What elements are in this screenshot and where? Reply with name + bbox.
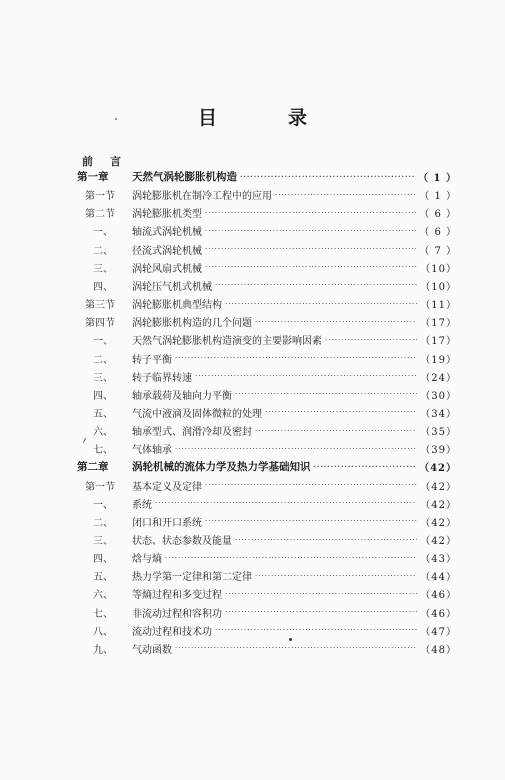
toc-entry-number: 一、 xyxy=(93,227,113,239)
dot-leader xyxy=(240,172,415,181)
dot-leader xyxy=(275,191,416,199)
dot-leader xyxy=(205,481,417,489)
dot-leader xyxy=(314,462,417,471)
toc-entry-title: 转子临界转速 xyxy=(132,372,192,384)
toc-entry-title: 涡轮膨胀机构造的几个问题 xyxy=(132,318,252,330)
toc-entry-page: （48） xyxy=(420,644,457,656)
toc-entry-page: （10） xyxy=(420,281,457,293)
toc-entry-title: 轴流式涡轮机械 xyxy=(132,227,202,239)
toc-entry xyxy=(77,495,457,512)
dot-leader xyxy=(205,209,416,217)
toc-entry xyxy=(77,404,457,421)
toc-entry xyxy=(77,640,457,657)
toc-entry xyxy=(77,440,457,457)
toc-entry xyxy=(77,549,457,566)
toc-entry-number: 四、 xyxy=(93,390,113,402)
dot-leader xyxy=(225,590,417,598)
toc-entry xyxy=(77,168,457,185)
dot-leader xyxy=(175,644,417,652)
dot-leader xyxy=(235,390,417,398)
toc-entry-number: 第二节 xyxy=(85,209,115,221)
toc-entry-number: 二、 xyxy=(93,517,113,529)
page-title: 目 录 xyxy=(197,107,333,129)
toc-entry-title: 涡轮风扇式机械 xyxy=(132,263,202,275)
toc-entry-page: （10） xyxy=(420,263,457,275)
toc-entry xyxy=(77,204,457,221)
toc-entry-page: （42） xyxy=(420,517,457,529)
dot-leader xyxy=(215,626,417,634)
dot-leader xyxy=(165,554,417,562)
toc-entry-title: 状态、状态参数及能量 xyxy=(132,536,232,547)
toc-entry-page: （34） xyxy=(420,408,457,420)
toc-entry-page: （47） xyxy=(420,626,457,638)
toc-entry-title: 涡轮膨胀机在制冷工程中的应用 xyxy=(132,191,272,203)
toc-entry-number: 第一章 xyxy=(77,171,109,183)
toc-entry-number: 七、 xyxy=(93,608,113,620)
toc-entry-number: 五、 xyxy=(93,408,113,420)
toc-entry xyxy=(77,277,457,294)
toc-entry-number: 第二章 xyxy=(77,461,109,474)
dot-leader xyxy=(205,263,417,271)
toc-entry-page: （46） xyxy=(420,590,457,602)
toc-entry xyxy=(77,368,457,385)
toc-entry-title: 基本定义及定律 xyxy=(132,481,202,493)
toc-entry-title: 转子平衡 xyxy=(132,354,172,366)
toc-entry-number: 第四节 xyxy=(85,318,115,330)
toc-entry xyxy=(77,531,457,548)
toc-entry-page: （ 1 ） xyxy=(419,191,457,203)
toc-entry-title: 流动过程和技术功 xyxy=(132,626,212,638)
toc-entry-title: 气流中液滴及固体微粒的处理 xyxy=(132,408,262,420)
toc-entry-number: 八、 xyxy=(93,626,113,638)
paper-speck xyxy=(289,638,292,641)
toc-entry-title: 焓与熵 xyxy=(132,554,162,566)
toc-entry-number: 第一节 xyxy=(85,191,115,203)
toc-entry-page: （42） xyxy=(420,536,457,547)
toc-entry xyxy=(77,313,457,330)
toc-entry-number: 三、 xyxy=(93,372,113,384)
toc-entry xyxy=(77,295,457,312)
toc-entry xyxy=(77,259,457,276)
toc-entry xyxy=(77,477,457,494)
toc-entry-page: （43） xyxy=(420,554,457,566)
toc-entry-title: 天然气涡轮膨胀机构造演变的主要影响因素 xyxy=(132,336,322,348)
toc-entry-page: （ 1 ） xyxy=(418,173,457,184)
toc-entry-number: 一、 xyxy=(93,336,113,348)
toc-entry-page: （42） xyxy=(419,463,457,475)
toc-entry-page: （35） xyxy=(420,427,457,439)
toc-entry-number: 三、 xyxy=(93,263,113,275)
toc-entry xyxy=(77,622,457,639)
toc-entry-page: （44） xyxy=(420,572,457,584)
toc-entry-title: 涡轮机械的流体力学及热力学基础知识 xyxy=(132,461,311,474)
toc-entry xyxy=(77,331,457,348)
toc-entry-page: （ 7 ） xyxy=(419,245,457,257)
dot-leader xyxy=(205,517,417,525)
paper-speck xyxy=(115,118,117,120)
preface-heading: 前 言 xyxy=(82,155,124,168)
toc-entry-page: （30） xyxy=(420,390,457,402)
toc-entry-title: 轴承载荷及轴向力平衡 xyxy=(132,390,232,402)
toc-entry xyxy=(77,458,457,475)
toc-entry-page: （39） xyxy=(420,445,457,457)
toc-entry-number: 五、 xyxy=(93,572,113,584)
dot-leader xyxy=(255,427,417,435)
toc-entry xyxy=(77,567,457,584)
toc-entry-page: （11） xyxy=(420,300,457,312)
toc-entry-number: 六、 xyxy=(93,590,113,602)
toc-entry-number: 三、 xyxy=(93,536,113,547)
toc-entry xyxy=(77,513,457,530)
toc-entry-number: 七、 xyxy=(93,445,113,457)
toc-entry-title: 轴承型式、润滑冷却及密封 xyxy=(132,427,252,439)
toc-entry-number: 二、 xyxy=(93,354,113,366)
toc-entry-number: 二、 xyxy=(93,245,113,257)
toc-entry xyxy=(77,241,457,258)
toc-entry xyxy=(77,350,457,367)
toc-entry-title: 系统 xyxy=(132,499,152,511)
dot-leader xyxy=(255,318,417,326)
dot-leader xyxy=(235,536,417,544)
toc-entry-page: （ 6 ） xyxy=(419,209,457,221)
dot-leader xyxy=(175,445,417,453)
toc-entry-title: 气动函数 xyxy=(132,644,172,656)
toc-entry xyxy=(77,422,457,439)
toc-entry-title: 径流式涡轮机械 xyxy=(132,245,202,257)
toc-entry-page: （17） xyxy=(420,318,457,330)
toc-entry-page: （24） xyxy=(420,372,457,384)
dot-leader xyxy=(205,245,416,253)
dot-leader xyxy=(195,372,417,380)
toc-entry-page: （ 6 ） xyxy=(419,227,457,239)
toc-entry-number: 四、 xyxy=(93,281,113,293)
dot-leader xyxy=(155,499,417,507)
toc-entry-number: 四、 xyxy=(93,554,113,566)
dot-leader xyxy=(255,572,417,580)
toc-entry xyxy=(77,604,457,621)
toc-entry-title: 涡轮膨胀机典型结构 xyxy=(132,300,222,312)
toc-entry xyxy=(77,222,457,239)
toc-entry-page: （42） xyxy=(420,499,457,511)
toc-entry-number: 第三节 xyxy=(85,300,115,312)
toc-entry-page: （17） xyxy=(420,336,457,348)
toc-entry-title: 涡轮压气机式机械 xyxy=(132,281,212,293)
toc-entry xyxy=(77,386,457,403)
dot-leader xyxy=(215,281,417,289)
toc-entry-title: 非流动过程和容积功 xyxy=(132,608,222,620)
toc-entry-title: 热力学第一定律和第二定律 xyxy=(132,572,252,584)
toc-entry xyxy=(77,186,457,203)
dot-leader xyxy=(205,227,416,235)
toc-entry-number: 九、 xyxy=(93,644,113,656)
toc-entry-title: 天然气涡轮膨胀机构造 xyxy=(132,171,237,183)
dot-leader xyxy=(225,608,417,616)
dot-leader xyxy=(325,336,417,344)
toc-entry-page: （46） xyxy=(420,608,457,620)
toc-entry-number: 一、 xyxy=(93,499,113,511)
toc-entry xyxy=(77,585,457,602)
toc-entry-title: 气体轴承 xyxy=(132,445,172,457)
toc-entry-title: 等熵过程和多变过程 xyxy=(132,590,222,602)
dot-leader xyxy=(225,300,417,308)
dot-leader xyxy=(175,354,417,362)
dot-leader xyxy=(265,408,417,416)
toc-entry-number: 六、 xyxy=(93,427,113,439)
toc-entry-number: 第一节 xyxy=(85,481,115,493)
toc-entry-title: 闭口和开口系统 xyxy=(132,517,202,529)
toc-entry-page: （42） xyxy=(420,481,457,493)
toc-entry-title: 涡轮膨胀机类型 xyxy=(132,209,202,221)
toc-entry-page: （19） xyxy=(420,354,457,366)
